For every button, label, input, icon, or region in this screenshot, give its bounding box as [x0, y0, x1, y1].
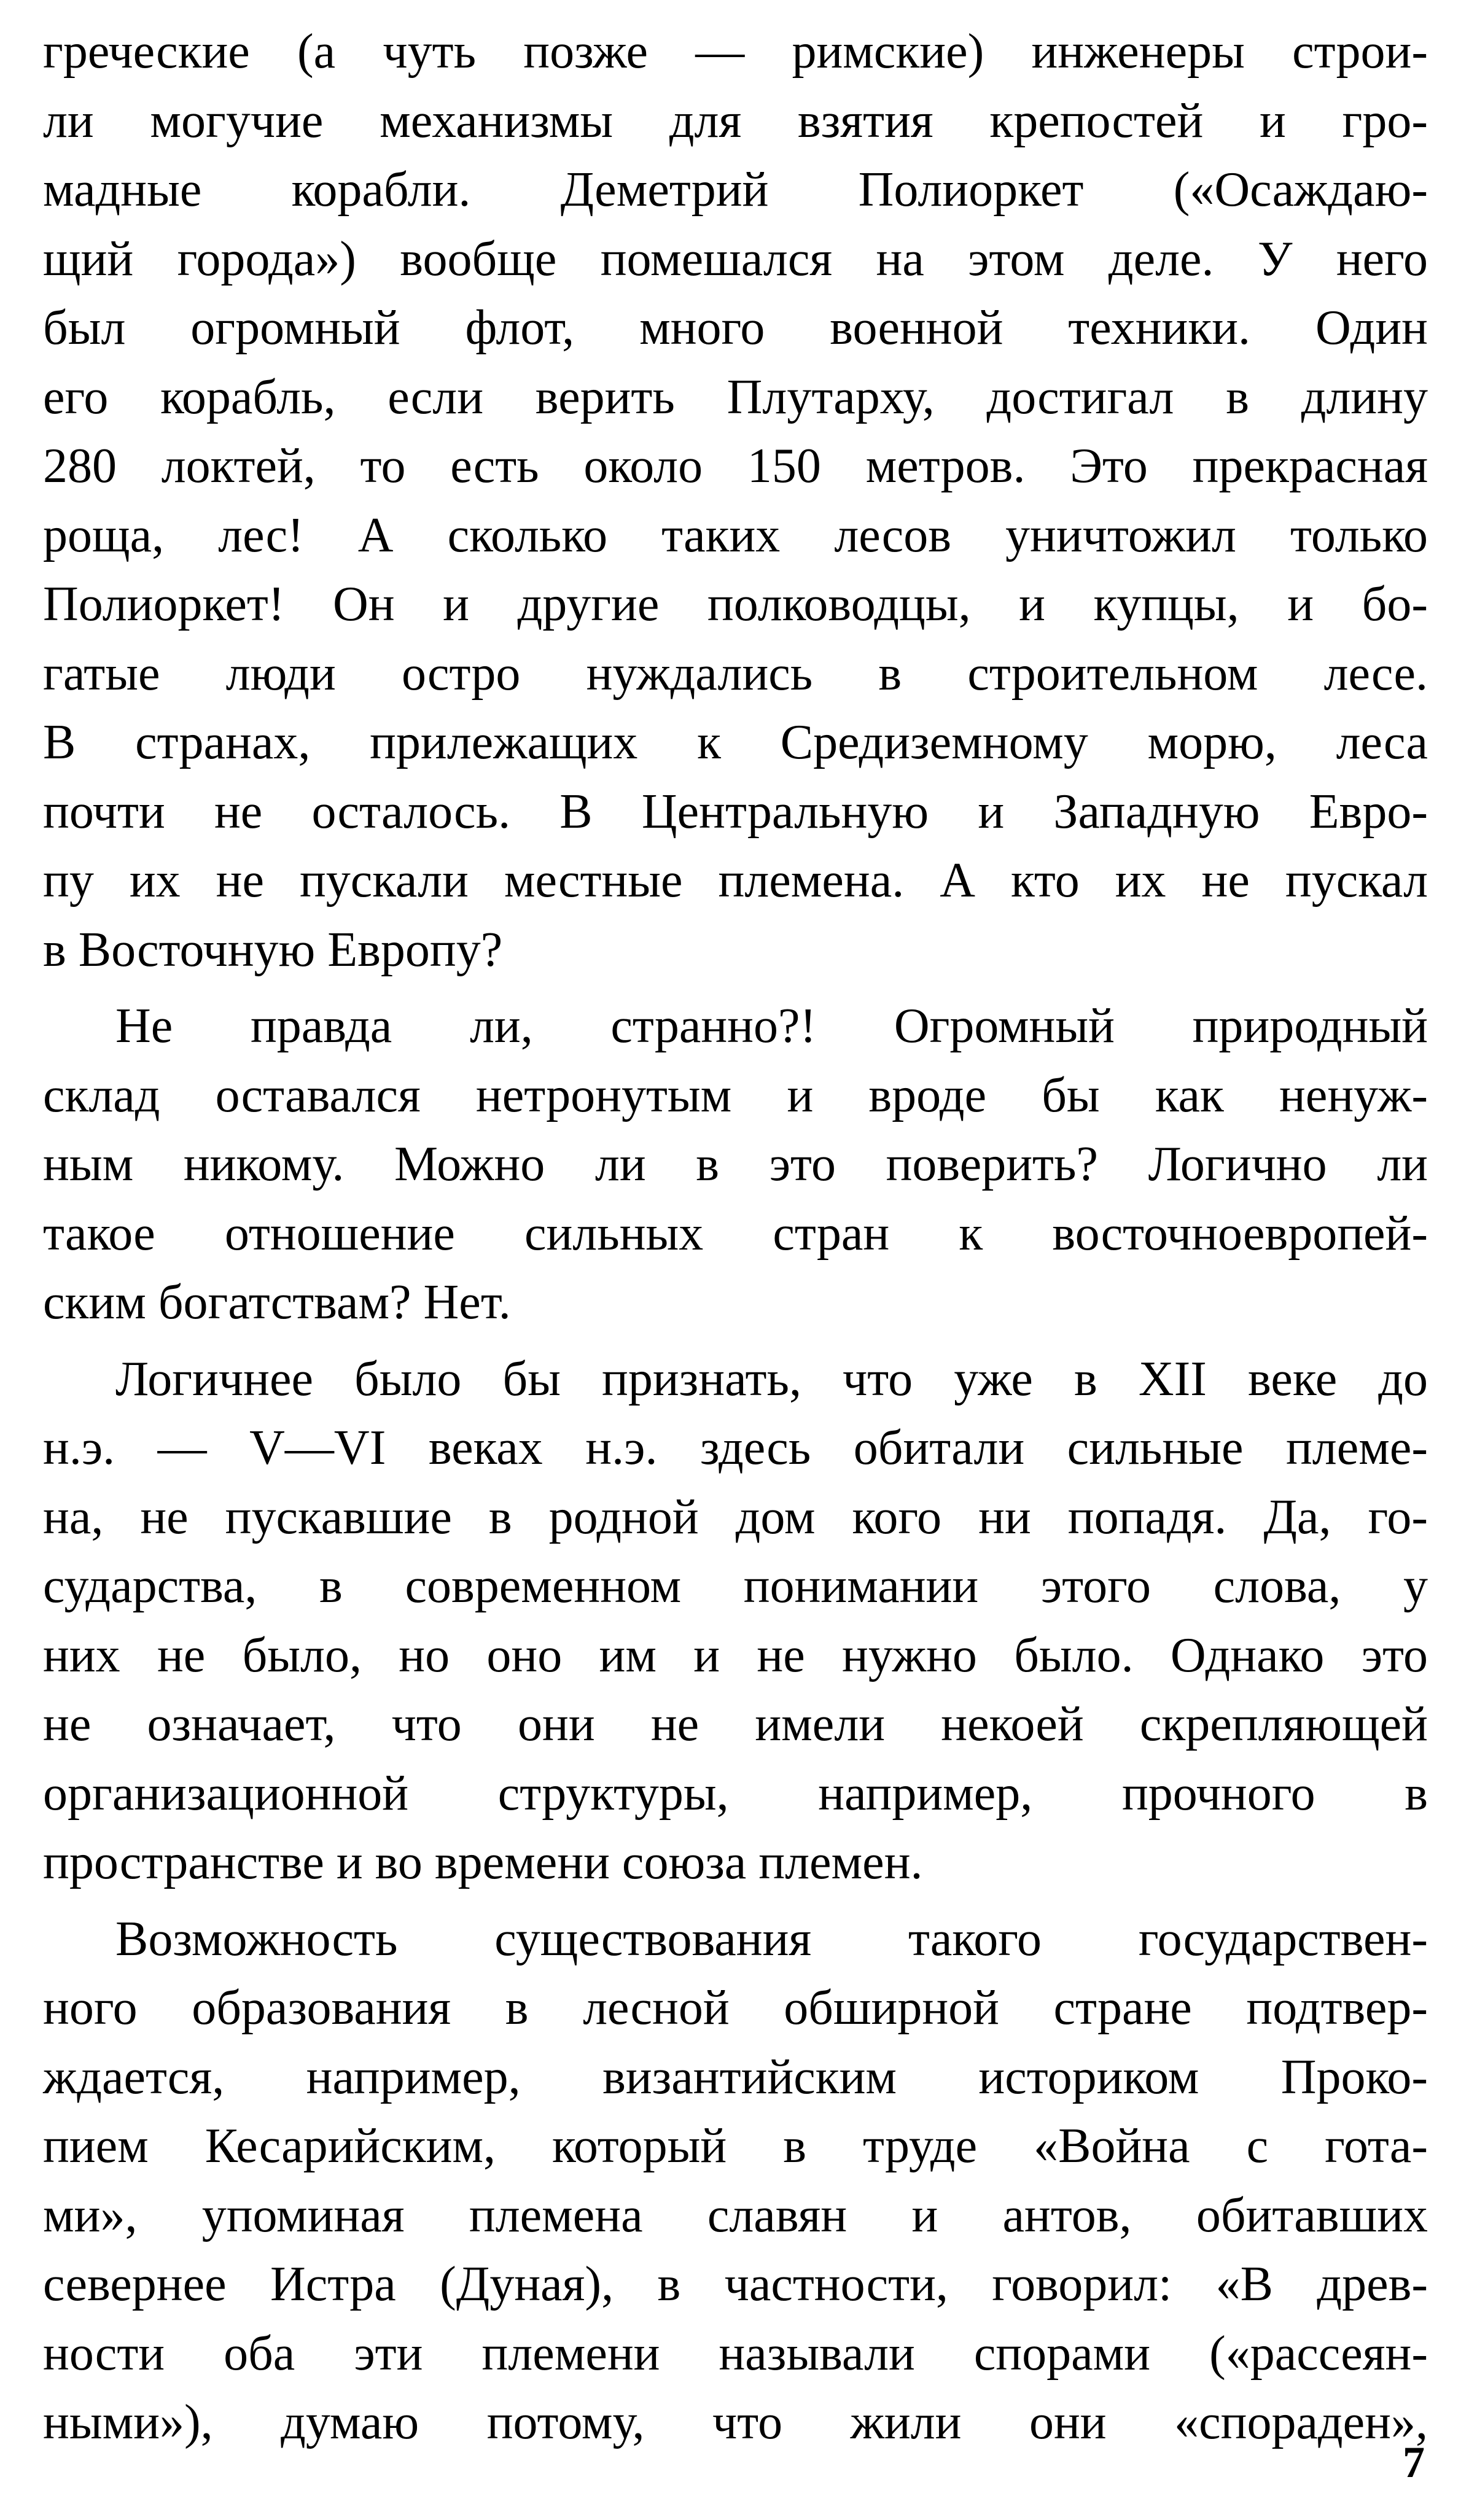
text-line: склад оставался нетронутым и вроде бы как ненуж-	[43, 1068, 1428, 1122]
text-line: ли могучие механизмы для взятия крепостей и гро-	[43, 93, 1428, 148]
text-line: севернее Истра (Дуная), в частности, говорил: «В древ-	[43, 2257, 1428, 2311]
paragraph	[43, 992, 1428, 1337]
text-line: Логичнее было бы признать, что уже в XII веке до	[115, 1351, 1428, 1406]
text-line: сударства, в современном понимании этого слова, у	[43, 1559, 1428, 1613]
text-line: ности оба эти племени называли спорами («рассеян-	[43, 2326, 1428, 2381]
text-line: ного образования в лесной обширной стране подтвер-	[43, 1981, 1428, 2035]
paragraph	[43, 1905, 1428, 2457]
paragraph	[43, 1345, 1428, 1897]
text-line: Не правда ли, странно?! Огромный природный	[115, 999, 1428, 1053]
text-line: его корабль, если верить Плутарху, достигал в длину	[43, 370, 1428, 424]
text-line: гатые люди остро нуждались в строительном лесе.	[43, 646, 1428, 701]
text-line: пием Кесарийским, который в труде «Война с гота-	[43, 2119, 1428, 2173]
text-line: почти не осталось. В Центральную и Западную Евро-	[43, 784, 1428, 839]
text-line: щий города») вообще помешался на этом деле. У него	[43, 231, 1428, 286]
text-line: пу их не пускали местные племена. А кто их не пускал	[43, 854, 1428, 908]
text-line: мадные корабли. Деметрий Полиоркет («Осаждаю-	[43, 163, 1428, 217]
text-line: греческие (а чуть позже — римские) инженеры строи-	[43, 25, 1428, 79]
text-line: не означает, что они не имели некоей скрепляющей	[43, 1697, 1428, 1751]
text-line: Возможность существования такого государствен-	[115, 1911, 1428, 1966]
text-line: был огромный флот, много военной техники. Один	[43, 301, 1428, 355]
text-line: ными»), думаю потому, что жили они «спораден»,	[43, 2395, 1428, 2449]
text-line: В странах, прилежащих к Средиземному морю, леса	[43, 715, 1428, 769]
text-line: н.э. — V—VI веках н.э. здесь обитали сильные племе-	[43, 1421, 1428, 1475]
text-line: ми», упоминая племена славян и антов, обитавших	[43, 2188, 1428, 2242]
page-number: 7	[1403, 2438, 1425, 2487]
text-line: ждается, например, византийским историком Проко-	[43, 2050, 1428, 2104]
text-line: на, не пускавшие в родной дом кого ни попадя. Да, го-	[43, 1490, 1428, 1544]
text-line: них не было, но оно им и не нужно было. Однако это	[43, 1628, 1428, 1682]
text-line: 280 локтей, то есть около 150 метров. Это прекрасная	[43, 439, 1428, 493]
text-line: роща, лес! А сколько таких лесов уничтожил только	[43, 508, 1428, 562]
paragraph	[43, 17, 1428, 984]
text-line: ским богатствам? Нет.	[43, 1275, 511, 1329]
text-line: пространстве и во времени союза племен.	[43, 1835, 923, 1889]
text-line: организационной структуры, например, прочного в	[43, 1766, 1428, 1821]
text-line: такое отношение сильных стран к восточноевропей-	[43, 1206, 1428, 1261]
text-line: в Восточную Европу?	[43, 922, 503, 977]
body-text	[43, 17, 1428, 2457]
text-line: Полиоркет! Он и другие полководцы, и купцы, и бо-	[43, 577, 1428, 631]
text-line: ным никому. Можно ли в это поверить? Логично ли	[43, 1137, 1428, 1191]
